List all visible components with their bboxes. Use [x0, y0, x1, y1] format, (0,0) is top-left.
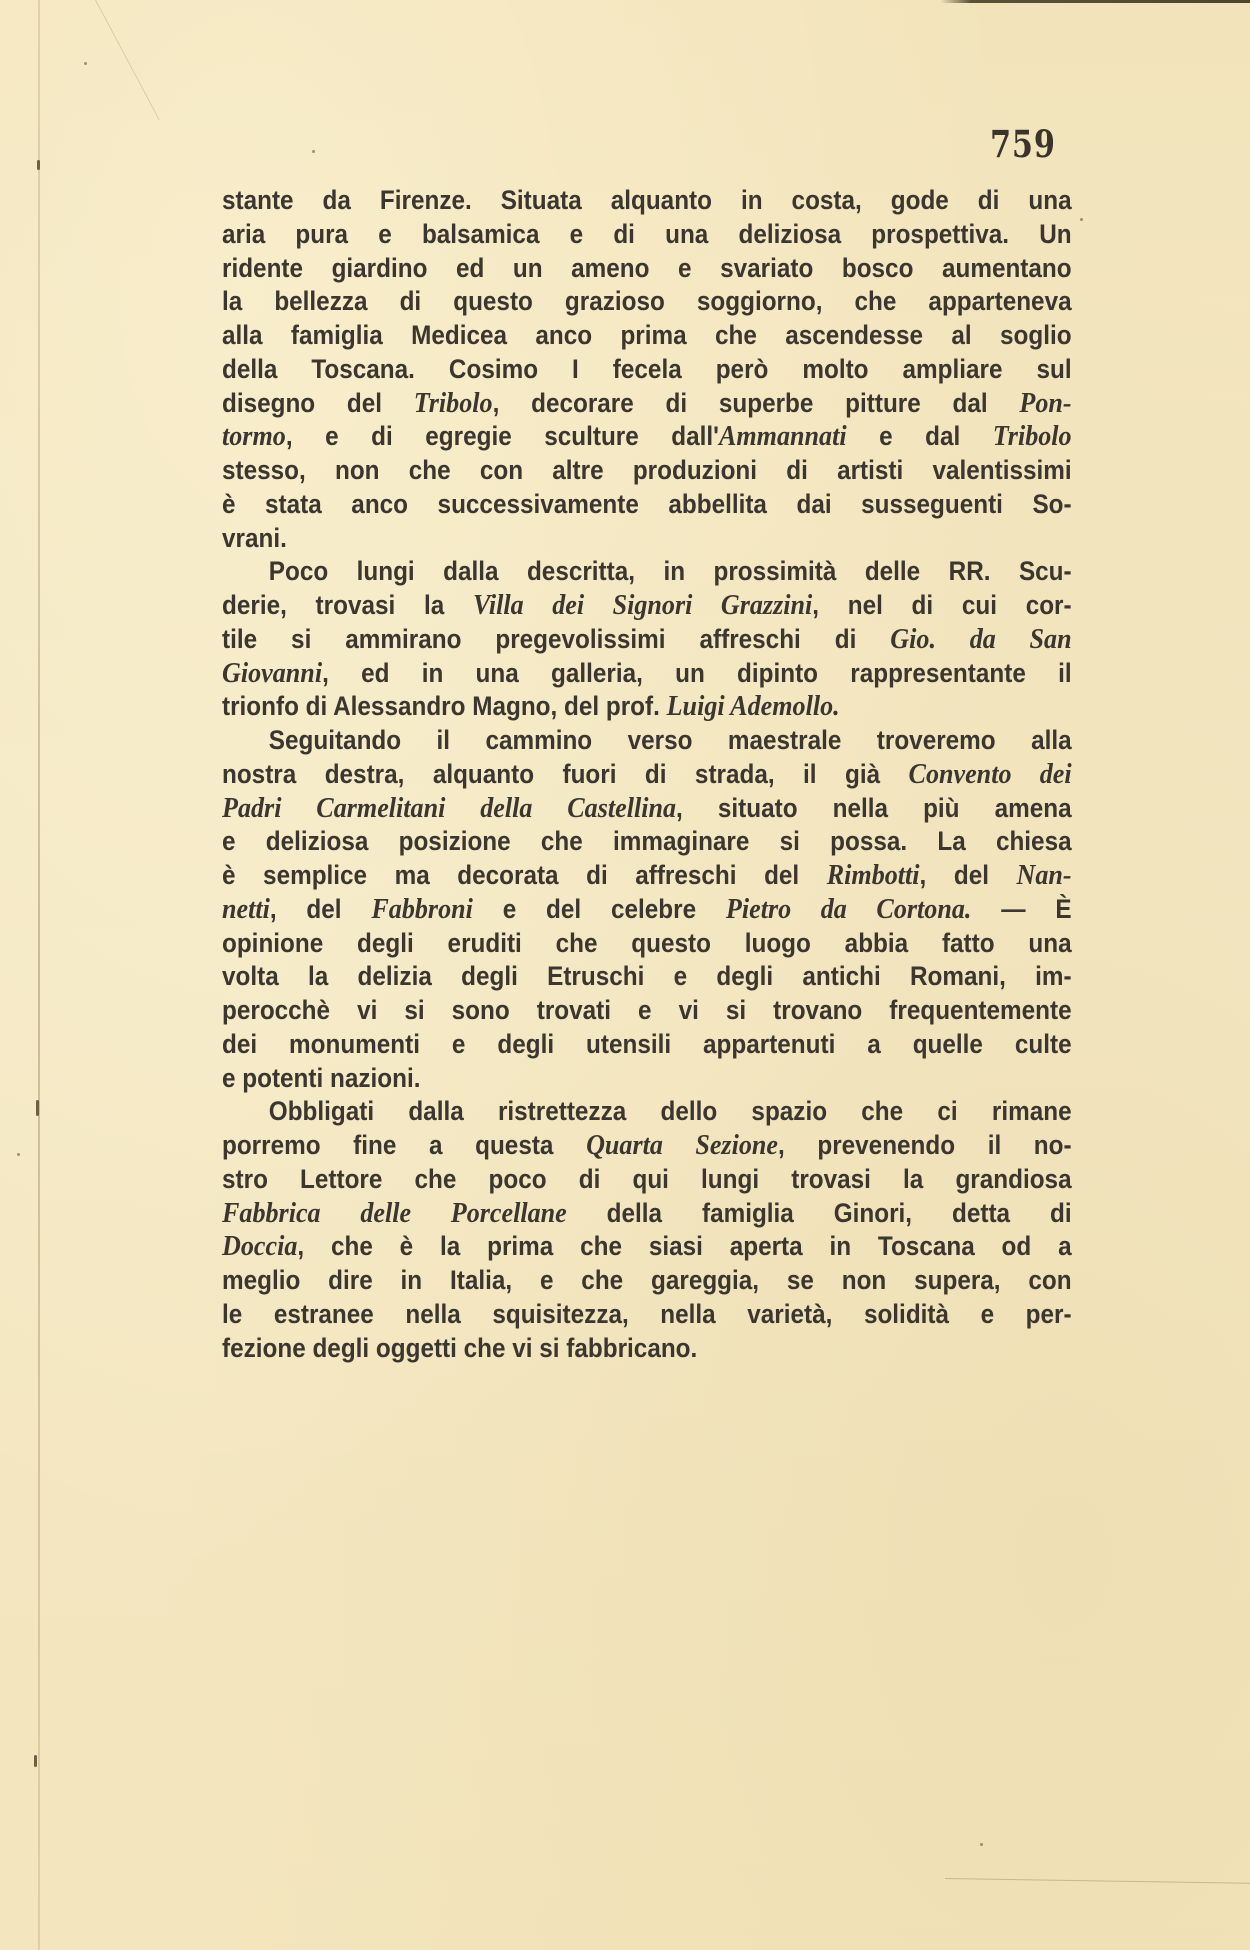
- text-run: — È: [971, 893, 1072, 924]
- text-run: , situato nella più amena: [676, 792, 1072, 823]
- text-line: [222, 1197, 1072, 1231]
- text-run: e deliziosa posizione che immaginare si possa. La chiesa: [222, 826, 1072, 857]
- text-line: [222, 657, 1072, 691]
- text-run: nostra destra, alquanto fuori di strada, il già: [222, 758, 909, 789]
- text-line: [222, 1230, 1072, 1264]
- text-run: stro Lettore che poco di qui lungi trovasi la grandiosa: [222, 1163, 1072, 1194]
- text-line: [222, 1028, 1072, 1062]
- italic-name: tormo: [222, 420, 286, 453]
- italic-name: Convento dei: [908, 757, 1072, 790]
- text-run: stante da Firenze. Situata alquanto in costa, gode di una: [222, 185, 1072, 215]
- text-run: è semplice ma decorata di affreschi del: [222, 860, 827, 890]
- text-run: stesso, non che con altre produzioni di artisti valentissimi: [222, 455, 1072, 485]
- text-run: perocchè vi si sono trovati e vi si trovano frequentemente: [222, 995, 1072, 1025]
- text-run: dei monumenti e degli utensili appartenuti a quelle culte: [222, 1028, 1072, 1059]
- italic-name: Padri Carmelitani della Castellina: [222, 791, 677, 824]
- text-run: meglio dire in Italia, e che gareggia, se non supera, con: [222, 1265, 1072, 1295]
- text-run: vrani.: [222, 522, 287, 553]
- text-run: fezione degli oggetti che vi si fabbricano.: [222, 1332, 698, 1363]
- paper-speck: [84, 62, 87, 65]
- text-line: [222, 792, 1072, 826]
- text-line: [222, 252, 1072, 286]
- italic-name: Ammannati: [718, 420, 847, 453]
- text-run: disegno del: [222, 387, 414, 418]
- text-line: [222, 758, 1072, 792]
- italic-name: netti: [222, 892, 270, 925]
- italic-name: Nan-: [1016, 859, 1072, 891]
- text-run: Poco lungi dalla descritta, in prossimità delle RR. Scu-: [268, 556, 1072, 587]
- text-line: [222, 1298, 1072, 1332]
- text-run: Obbligati dalla ristrettezza dello spazio che ci rimane: [268, 1096, 1072, 1127]
- text-run: , del: [919, 860, 1017, 890]
- text-line: [222, 488, 1072, 522]
- text-run: le estranee nella squisitezza, nella varietà, solidità e per-: [222, 1298, 1072, 1329]
- text-run: , nel di cui cor-: [812, 590, 1072, 620]
- italic-name: Tribolo: [413, 386, 493, 419]
- text-line: [222, 859, 1072, 893]
- italic-name: Giovanni: [222, 656, 323, 689]
- text-run: , che è la prima che siasi aperta in Toscana od a: [297, 1231, 1072, 1262]
- italic-name: Doccia: [222, 1230, 298, 1263]
- text-line: [222, 893, 1072, 927]
- text-line: [222, 690, 1072, 724]
- italic-name: Villa dei Signori Grazzini: [472, 589, 813, 621]
- italic-name: Tribolo: [992, 420, 1072, 453]
- text-line: [222, 387, 1072, 421]
- text-line: [222, 353, 1072, 387]
- text-run: , decorare di superbe pitture dal: [492, 387, 1020, 418]
- text-line: [222, 960, 1072, 994]
- text-line: [222, 927, 1072, 961]
- text-line: [222, 454, 1072, 488]
- text-line: [222, 1163, 1072, 1197]
- text-line: [222, 522, 1072, 556]
- paragraph-first-line: [222, 724, 1072, 758]
- italic-name: Gio. da San: [890, 622, 1072, 655]
- text-run: e del celebre: [472, 893, 726, 924]
- paper-crease: [95, 0, 270, 120]
- fold-tear-mark: [36, 1100, 39, 1116]
- text-run: derie, trovasi la: [222, 590, 473, 620]
- text-line: [222, 1264, 1072, 1298]
- text-line: [222, 1062, 1072, 1096]
- paragraph-first-line: [222, 555, 1072, 589]
- italic-name: Fabbroni: [371, 892, 473, 925]
- text-line: [222, 218, 1072, 252]
- text-line: [222, 589, 1072, 623]
- text-line: [222, 1332, 1072, 1366]
- text-line: [222, 1129, 1072, 1163]
- paper-crease: [945, 1878, 1250, 1884]
- fold-tear-mark: [34, 1755, 37, 1767]
- text-run: , e di egregie sculture dall': [285, 421, 719, 452]
- fold-tear-mark: [37, 160, 40, 170]
- page-top-edge: [940, 0, 1250, 3]
- text-run: della Toscana. Cosimo I fecela però molto ampliare sul: [222, 353, 1072, 384]
- page-number: 759: [990, 122, 1056, 166]
- text-run: della famiglia Ginori, detta di: [566, 1197, 1072, 1228]
- text-run: , prevenendo il no-: [777, 1130, 1072, 1160]
- text-line: [222, 623, 1072, 657]
- text-run: , ed in una galleria, un dipinto rappresentante il: [322, 657, 1072, 688]
- text-run: alla famiglia Medicea anco prima che ascendesse al soglio: [222, 320, 1072, 350]
- text-run: , del: [269, 893, 372, 924]
- text-run: ridente giardino ed un ameno e svariato bosco aumentano: [222, 252, 1072, 283]
- text-run: e potenti nazioni.: [222, 1062, 421, 1093]
- text-run: opinione degli eruditi che questo luogo abbia fatto una: [222, 927, 1072, 958]
- text-run: è stata anco successivamente abbellita dai susseguenti So-: [222, 488, 1072, 519]
- text-line: [222, 994, 1072, 1028]
- italic-name: Rimbotti: [826, 859, 920, 891]
- italic-name: Fabbrica delle Porcellane: [222, 1196, 567, 1229]
- text-run: la bellezza di questo grazioso soggiorno, che apparteneva: [222, 286, 1072, 317]
- paper-speck: [312, 150, 315, 153]
- italic-name: Pon-: [1019, 386, 1072, 419]
- text-run: porremo fine a questa: [222, 1130, 587, 1160]
- text-line: [222, 184, 1072, 218]
- binding-fold-line: [38, 0, 40, 1950]
- text-line: [222, 420, 1072, 454]
- text-line: [222, 285, 1072, 319]
- paper-speck: [17, 1153, 20, 1156]
- italic-name: Pietro da Cortona.: [725, 892, 972, 925]
- italic-name: Luigi Ademollo.: [666, 690, 840, 723]
- text-run: trionfo di Alessandro Magno, del prof.: [222, 691, 667, 722]
- text-run: Seguitando il cammino verso maestrale troveremo alla: [268, 725, 1072, 755]
- paper-speck: [1080, 218, 1083, 221]
- text-run: e dal: [846, 421, 993, 452]
- text-line: [222, 825, 1072, 859]
- body-text: [222, 184, 1072, 1365]
- text-run: aria pura e balsamica e di una deliziosa prospettiva. Un: [222, 218, 1072, 249]
- text-run: volta la delizia degli Etruschi e degli antichi Romani, im-: [222, 961, 1072, 992]
- text-line: [222, 319, 1072, 353]
- text-run: tile si ammirano pregevolissimi affreschi di: [222, 623, 891, 654]
- paragraph-first-line: [222, 1095, 1072, 1129]
- italic-name: Quarta Sezione: [586, 1129, 778, 1161]
- paper-speck: [980, 1843, 983, 1846]
